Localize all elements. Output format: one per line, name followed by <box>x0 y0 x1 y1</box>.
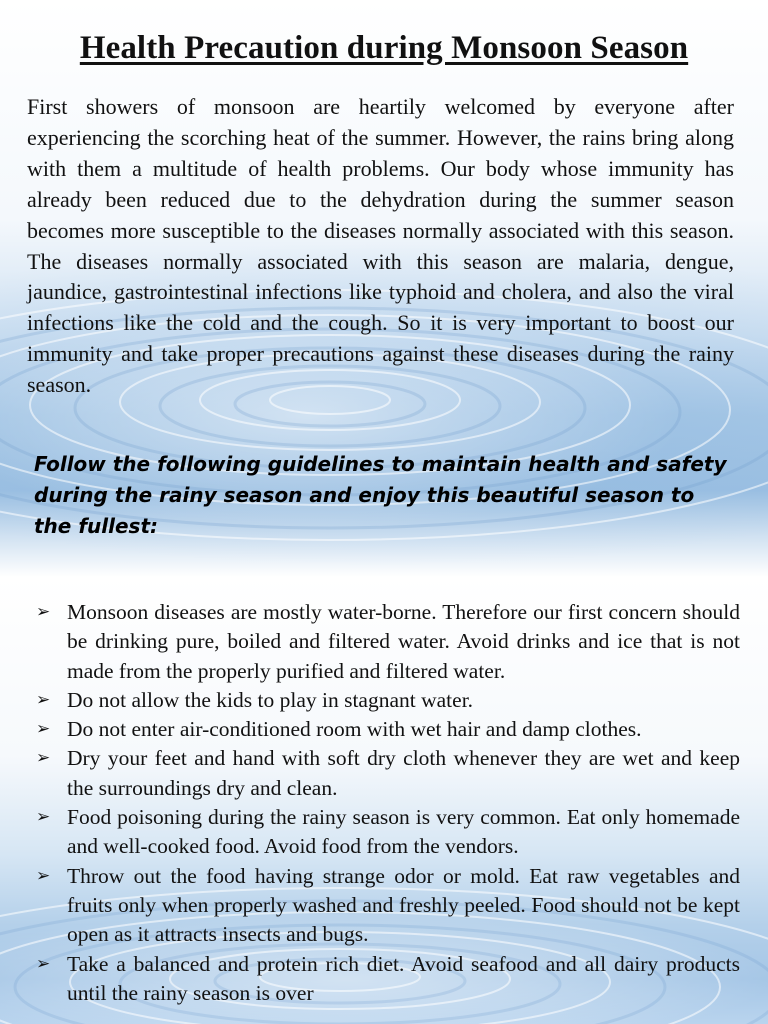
arrow-bullet-icon: ➢ <box>36 953 51 974</box>
arrow-bullet-icon: ➢ <box>36 689 51 710</box>
list-item <box>36 803 740 862</box>
list-item <box>36 862 740 950</box>
list-item <box>36 598 740 686</box>
arrow-bullet-icon: ➢ <box>36 748 51 769</box>
list-item <box>36 715 740 744</box>
arrow-bullet-icon: ➢ <box>36 602 51 622</box>
list-item-text: Take a balanced and protein rich diet. Avoid seafood and all dairy products until the rainy season is over <box>67 951 740 1005</box>
list-item <box>36 744 740 803</box>
page-bottom-panel <box>0 577 768 1024</box>
list-item-text: Do not enter air-conditioned room with wet hair and damp clothes. <box>67 717 642 742</box>
list-item-text: Do not allow the kids to play in stagnant water. <box>67 687 474 712</box>
list-item-text: Throw out the food having strange odor or mold. Eat raw vegetables and fruits only when properly washed and freshly peeled. Food should not be kept open as it attracts insects and bugs. <box>67 863 740 947</box>
arrow-bullet-icon: ➢ <box>36 865 51 886</box>
arrow-bullet-icon: ➢ <box>36 719 51 740</box>
list-item <box>36 950 740 1009</box>
list-item-text: Monsoon diseases are mostly water-borne. Therefore our first concern should be drinking pure, boiled and filtered water. Avoid drinks and ice that is not made from the properly purified and filtered water. <box>67 600 740 683</box>
list-item-text: Dry your feet and hand with soft dry cloth whenever they are wet and keep the surroundings dry and clean. <box>67 746 740 800</box>
precaution-list <box>36 598 740 1008</box>
page-title: Health Precaution during Monsoon Season <box>79 30 689 66</box>
list-item-text: Food poisoning during the rainy season is very common. Eat only homemade and well-cooked food. Avoid food from the vendors. <box>67 805 740 859</box>
arrow-bullet-icon: ➢ <box>36 807 51 828</box>
list-item <box>36 686 740 715</box>
intro-paragraph: First showers of monsoon are heartily welcomed by everyone after experiencing the scorching heat of the summer. However, the rains bring along with them a multitude of health problems. Our body whose immunity has already been reduced due to the dehydration during the summer season becomes more susceptible to the diseases normally associated with this season. The diseases normally associated with this season are malaria, dengue, jaundice, gastrointestinal infections like typhoid and cholera, and also the viral infections like the cold and the cough. So it is very important to boost our immunity and take proper precautions against these diseases during the rainy season. <box>27 94 734 398</box>
guideline-heading: Follow the following guidelines to maintain health and safety during the rainy season and enjoy this beautiful season to the fullest: <box>34 452 727 538</box>
